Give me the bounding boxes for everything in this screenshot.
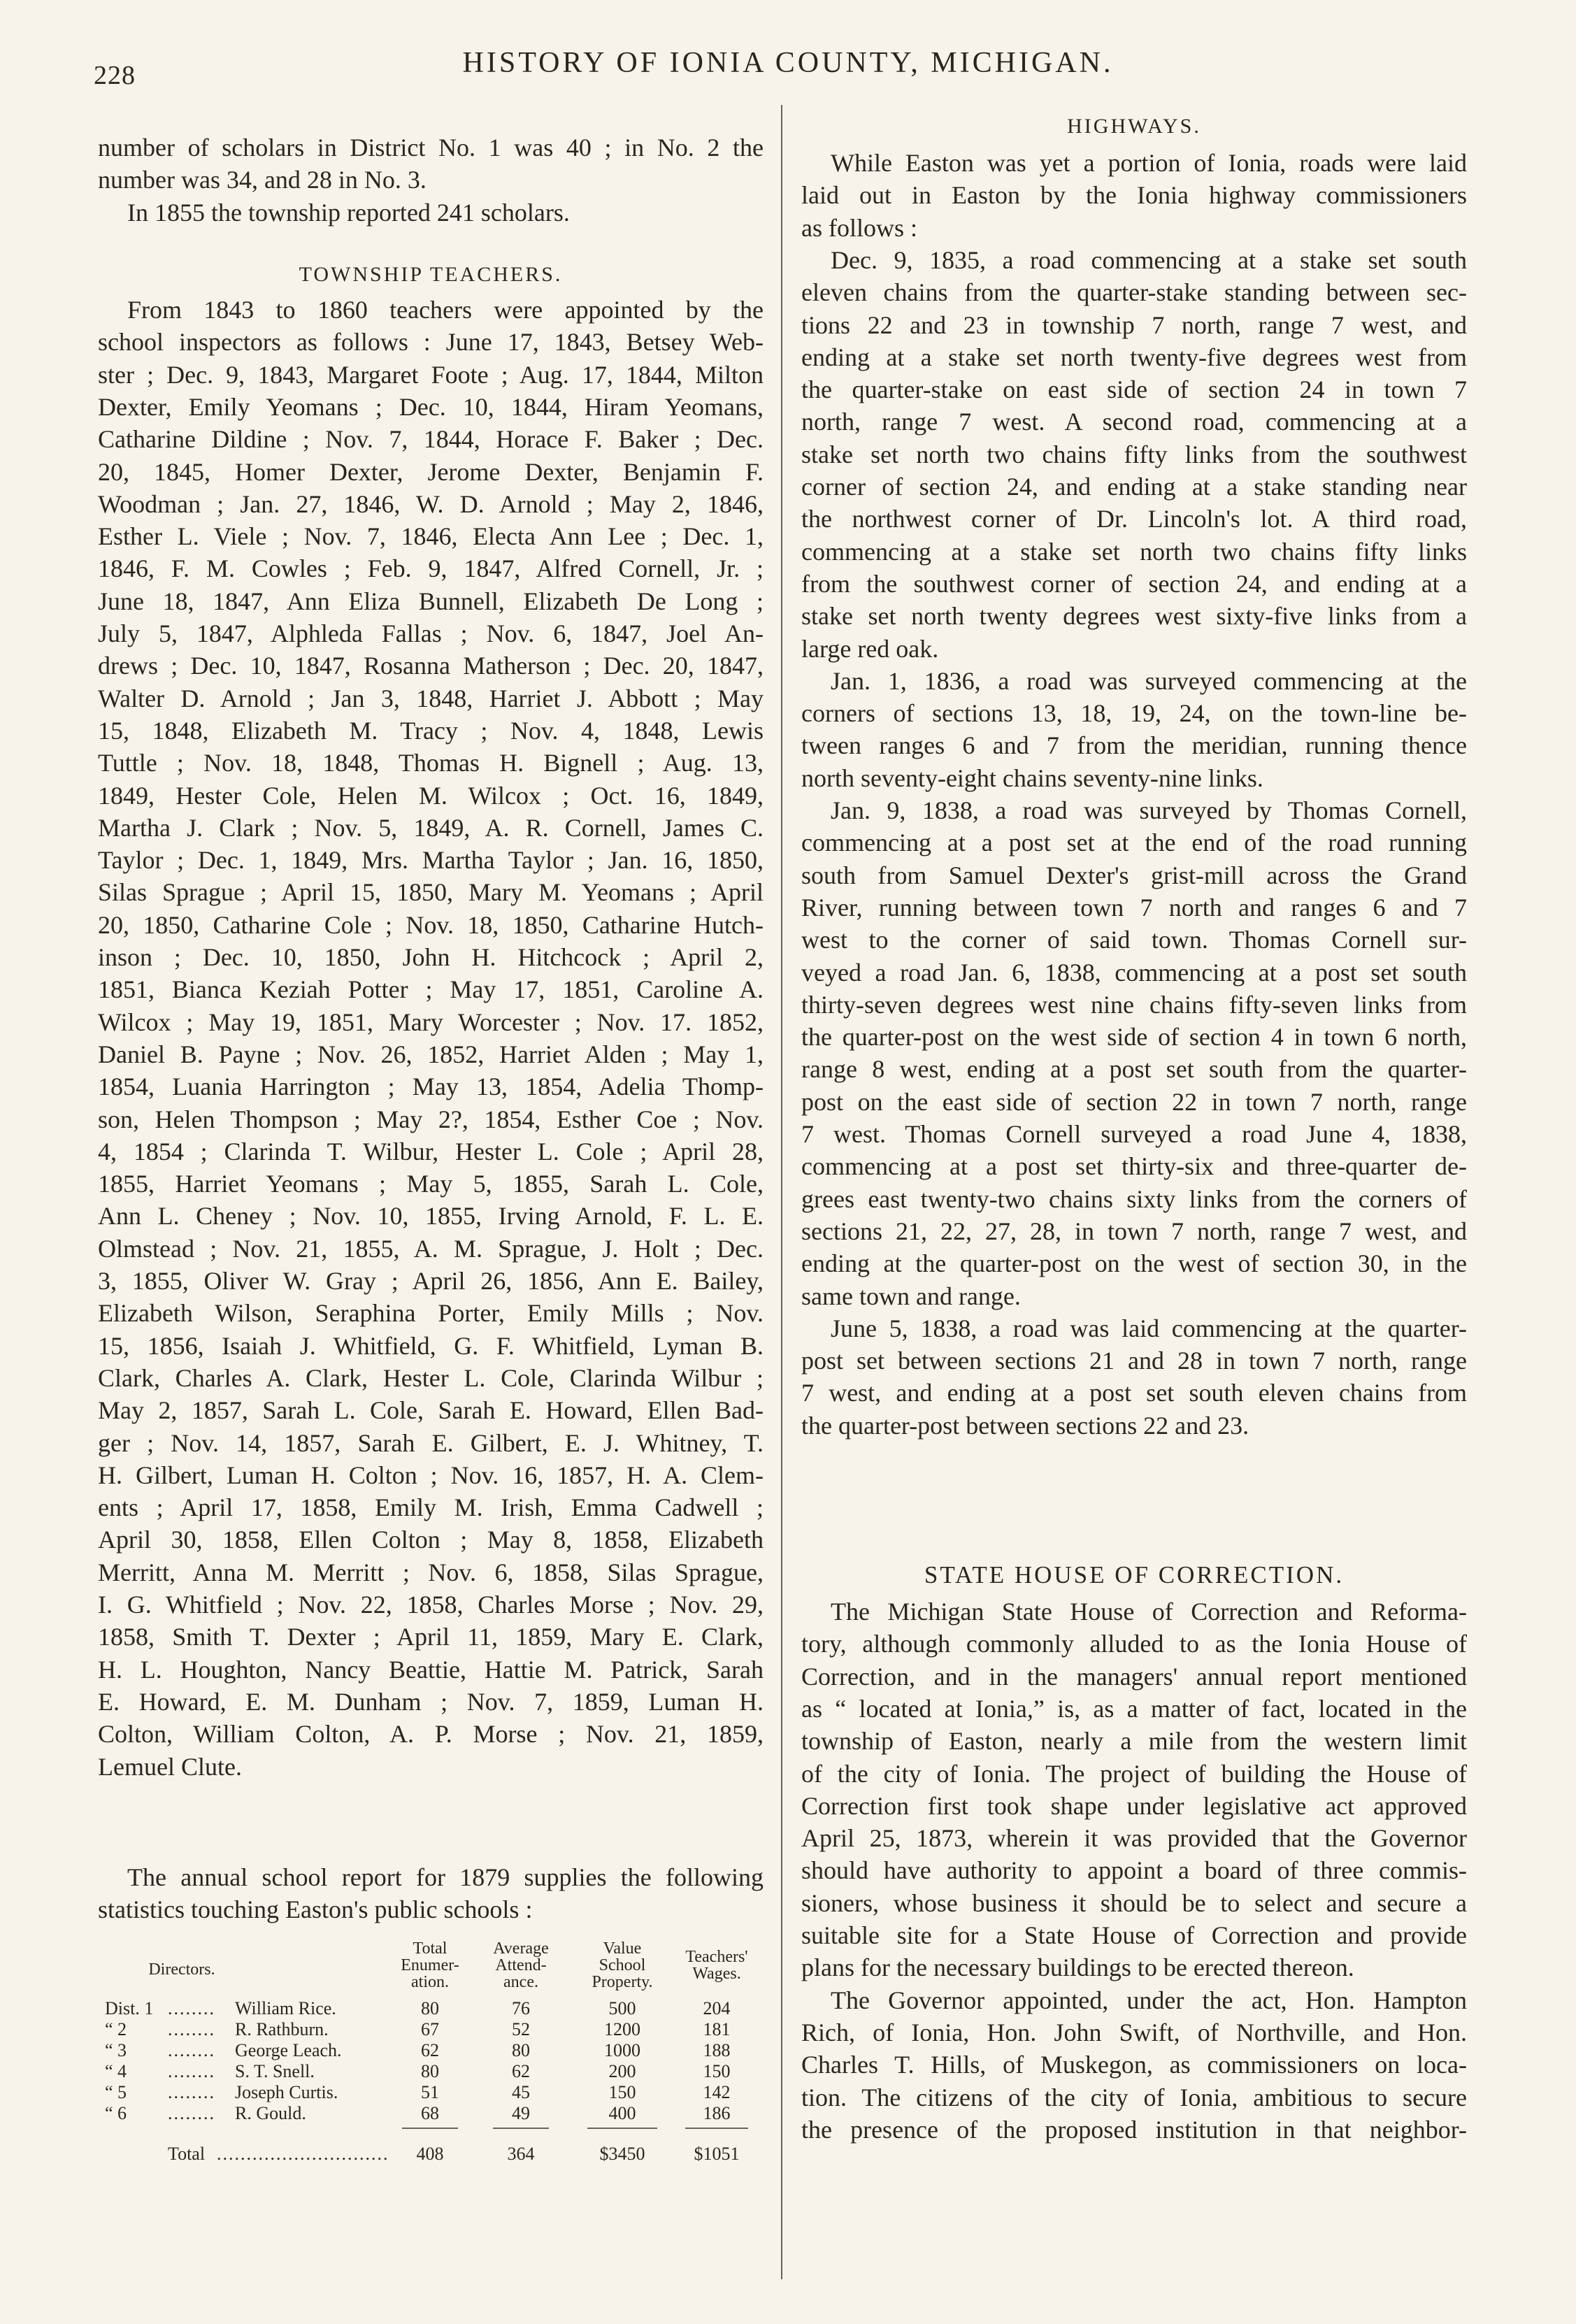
paragraph-line: post set between sections 21 and 28 in town 7 north, range bbox=[801, 1347, 1467, 1375]
paragraph-line: should have authority to appoint a board of three commis- bbox=[801, 1856, 1467, 1885]
attendance-value: 62 bbox=[512, 2061, 530, 2081]
paragraph-line: 1849, Hester Cole, Helen M. Wilcox ; Oct. 16, 1849, bbox=[98, 781, 764, 810]
paragraph-line: post on the east side of section 22 in town 7 north, range bbox=[801, 1087, 1467, 1116]
district-number: “ 4 bbox=[105, 2061, 127, 2081]
paragraph-line: Merritt, Anna M. Merritt ; Nov. 6, 1858, Silas Sprague, bbox=[98, 1558, 764, 1586]
total-property: $3450 bbox=[599, 2144, 645, 2164]
paragraph-line: the quarter-stake on east side of section 24 in town 7 bbox=[801, 375, 1467, 404]
table-row bbox=[105, 2018, 762, 2041]
wages-value: 186 bbox=[703, 2103, 731, 2123]
paragraph-line: large red oak. bbox=[801, 634, 939, 663]
paragraph-line: River, running between town 7 north and ranges 6 and 7 bbox=[801, 893, 1467, 921]
page-number: 228 bbox=[94, 61, 136, 90]
table-total-row bbox=[105, 2143, 762, 2165]
paragraph-line: as “ located at Ionia,” is, as a matter of fact, located in the bbox=[801, 1694, 1467, 1723]
paragraph-line: Dec. 9, 1835, a road commencing at a stake set south bbox=[831, 245, 1467, 274]
paragraph-line: From 1843 to 1860 teachers were appointed by the bbox=[127, 296, 764, 324]
paragraph-line: April 25, 1873, wherein it was provided that the Governor bbox=[801, 1824, 1467, 1853]
paragraph-line: Correction, and in the managers' annual report mentioned bbox=[801, 1662, 1467, 1691]
paragraph-line: 1854, Luania Harrington ; May 13, 1854, Adelia Thomp- bbox=[98, 1073, 764, 1101]
paragraph-line: 7 west. Thomas Cornell surveyed a road June 4, 1838, bbox=[801, 1120, 1467, 1148]
paragraph-line: Ann L. Cheney ; Nov. 10, 1855, Irving Arnold, F. L. E. bbox=[98, 1202, 764, 1231]
paragraph-line: Elizabeth Wilson, Seraphina Porter, Emily Mills ; Nov. bbox=[98, 1299, 764, 1328]
paragraph-line: H. L. Houghton, Nancy Beattie, Hattie M. Patrick, Sarah bbox=[98, 1655, 764, 1684]
paragraph-line: west to the corner of said town. Thomas Cornell sur- bbox=[801, 926, 1467, 954]
attendance-value: 80 bbox=[512, 2040, 530, 2060]
district-number: “ 2 bbox=[105, 2019, 127, 2039]
paragraph-line: Tuttle ; Nov. 18, 1848, Thomas H. Bignell ; Aug. 13, bbox=[98, 749, 764, 777]
paragraph-line: The annual school report for 1879 supplies the following bbox=[127, 1863, 764, 1891]
header-enumeration: Total Enumer- ation. bbox=[401, 1939, 459, 1991]
wages-value: 204 bbox=[703, 1998, 731, 2018]
dot-leader: ............................. bbox=[217, 2144, 389, 2164]
attendance-value: 52 bbox=[512, 2019, 530, 2039]
paragraph-line: Correction first took shape under legislative act approved bbox=[801, 1791, 1467, 1820]
table-row bbox=[105, 2081, 762, 2104]
paragraph-line: corners of sections 13, 18, 19, 24, on the town-line be- bbox=[801, 699, 1467, 728]
total-attendance: 364 bbox=[507, 2144, 535, 2164]
paragraph-line: Wilcox ; May 19, 1851, Mary Worcester ; Nov. 17. 1852, bbox=[98, 1007, 764, 1036]
paragraph-line: 1855, Harriet Yeomans ; May 5, 1855, Sarah L. Cole, bbox=[98, 1170, 764, 1198]
director-name: S. T. Snell. bbox=[235, 2061, 315, 2081]
paragraph-line: number was 34, and 28 in No. 3. bbox=[98, 166, 427, 194]
paragraph-line: Taylor ; Dec. 1, 1849, Mrs. Martha Taylor ; Jan. 16, 1850, bbox=[98, 846, 764, 875]
attendance-value: 45 bbox=[512, 2082, 530, 2102]
paragraph-line: 20, 1845, Homer Dexter, Jerome Dexter, Benjamin F. bbox=[98, 457, 764, 486]
header-wages: Teachers' Wages. bbox=[685, 1948, 748, 1983]
wages-value: 181 bbox=[703, 2019, 731, 2039]
paragraph-line: 15, 1848, Elizabeth M. Tracy ; Nov. 4, 1848, Lewis bbox=[98, 716, 764, 745]
property-value: 500 bbox=[608, 1998, 636, 2018]
paragraph-line: tory, although commonly alluded to as the Ionia House of bbox=[801, 1630, 1467, 1658]
property-value: 400 bbox=[608, 2103, 636, 2123]
table-row bbox=[105, 2102, 762, 2125]
table-row bbox=[105, 1997, 762, 2020]
paragraph-line: statistics touching Easton's public schools : bbox=[98, 1895, 533, 1924]
paragraph-line: of the city of Ionia. The project of building the House of bbox=[801, 1759, 1467, 1788]
property-value: 1200 bbox=[604, 2019, 640, 2039]
paragraph-line: The Governor appointed, under the act, Hon. Hampton bbox=[831, 1986, 1467, 2014]
paragraph-line: Charles T. Hills, of Muskegon, as commissioners on loca- bbox=[801, 2051, 1467, 2079]
paragraph-line: E. Howard, E. M. Dunham ; Nov. 7, 1859, Luman H. bbox=[98, 1687, 764, 1716]
paragraph-line: 1858, Smith T. Dexter ; April 11, 1859, Mary E. Clark, bbox=[98, 1623, 764, 1651]
paragraph-line: Dexter, Emily Yeomans ; Dec. 10, 1844, Hiram Yeomans, bbox=[98, 392, 764, 421]
enumeration-value: 80 bbox=[421, 2061, 439, 2081]
attendance-value: 76 bbox=[512, 1998, 530, 2018]
header-directors: Directors. bbox=[148, 1960, 215, 1979]
paragraph-line: 4, 1854 ; Clarinda T. Wilbur, Hester L. Cole ; April 28, bbox=[98, 1137, 764, 1165]
paragraph-line: eleven chains from the quarter-stake standing between sec- bbox=[801, 278, 1467, 307]
district-number: “ 5 bbox=[105, 2082, 127, 2102]
dot-leader: ........ bbox=[168, 2103, 215, 2123]
paragraph-line: 1846, F. M. Cowles ; Feb. 9, 1847, Alfred Cornell, Jr. ; bbox=[98, 554, 764, 583]
paragraph-line: June 5, 1838, a road was laid commencing at the quarter- bbox=[831, 1314, 1467, 1342]
enumeration-value: 68 bbox=[421, 2103, 439, 2123]
property-value: 200 bbox=[608, 2061, 636, 2081]
paragraph-line: April 30, 1858, Ellen Colton ; May 8, 1858, Elizabeth bbox=[98, 1526, 764, 1554]
paragraph-line: July 5, 1847, Alphleda Fallas ; Nov. 6, 1847, Joel An- bbox=[98, 619, 764, 647]
paragraph-line: Silas Sprague ; April 15, 1850, Mary M. Yeomans ; April bbox=[98, 878, 764, 907]
section-heading-township-teachers: TOWNSHIP TEACHERS. bbox=[299, 263, 563, 286]
director-name: R. Rathburn. bbox=[235, 2019, 329, 2039]
paragraph-line: tions 22 and 23 in township 7 north, range 7 west, and bbox=[801, 310, 1467, 339]
district-number: “ 6 bbox=[105, 2103, 127, 2123]
dot-leader: ........ bbox=[168, 1998, 215, 2018]
paragraph-line: stake set north twenty degrees west sixty-five links from a bbox=[801, 602, 1467, 631]
property-value: 1000 bbox=[604, 2040, 640, 2060]
director-name: Joseph Curtis. bbox=[235, 2082, 338, 2102]
paragraph-line: Lemuel Clute. bbox=[98, 1752, 242, 1781]
header-property: Value School Property. bbox=[592, 1939, 653, 1991]
paragraph-line: 1851, Bianca Keziah Potter ; May 17, 1851, Caroline A. bbox=[98, 975, 764, 1004]
paragraph-line: suitable site for a State House of Correction and provide bbox=[801, 1921, 1467, 1949]
paragraph-line: Jan. 9, 1838, a road was surveyed by Thomas Cornell, bbox=[831, 796, 1467, 824]
paragraph-line: In 1855 the township reported 241 scholars. bbox=[127, 198, 570, 227]
paragraph-line: stake set north two chains fifty links from the southwest bbox=[801, 440, 1467, 468]
paragraph-line: While Easton was yet a portion of Ionia, roads were laid bbox=[831, 149, 1467, 177]
paragraph-line: Martha J. Clark ; Nov. 5, 1849, A. R. Cornell, James C. bbox=[98, 813, 764, 842]
dot-leader: ........ bbox=[168, 2040, 215, 2060]
paragraph-line: veyed a road Jan. 6, 1838, commencing at a post set south bbox=[801, 958, 1467, 987]
paragraph-line: tween ranges 6 and 7 from the meridian, running thence bbox=[801, 731, 1467, 760]
dot-leader: ........ bbox=[168, 2082, 215, 2102]
section-heading-state-house-of-correction: STATE HOUSE OF CORRECTION. bbox=[924, 1561, 1345, 1588]
paragraph-line: Olmstead ; Nov. 21, 1855, A. M. Sprague, J. Holt ; Dec. bbox=[98, 1234, 764, 1263]
director-name: George Leach. bbox=[235, 2040, 342, 2060]
paragraph-line: June 18, 1847, Ann Eliza Bunnell, Elizabeth De Long ; bbox=[98, 587, 764, 615]
paragraph-line: thirty-seven degrees west nine chains fifty-seven links from bbox=[801, 990, 1467, 1019]
total-rule bbox=[493, 2128, 549, 2129]
paragraph-line: May 2, 1857, Sarah L. Cole, Sarah E. Howard, Ellen Bad- bbox=[98, 1396, 764, 1425]
paragraph-line: Daniel B. Payne ; Nov. 26, 1852, Harriet Alden ; May 1, bbox=[98, 1040, 764, 1068]
paragraph-line: Catharine Dildine ; Nov. 7, 1844, Horace F. Baker ; Dec. bbox=[98, 425, 764, 454]
paragraph-line: north, range 7 west. A second road, commencing at a bbox=[801, 408, 1467, 436]
paragraph-line: sioners, whose business it should be to select and secure a bbox=[801, 1888, 1467, 1917]
table-row bbox=[105, 2060, 762, 2083]
total-wages: $1051 bbox=[694, 2144, 740, 2164]
paragraph-line: ents ; April 17, 1858, Emily M. Irish, Emma Cadwell ; bbox=[98, 1493, 764, 1522]
district-number: Dist. 1 bbox=[105, 1998, 154, 2018]
paragraph-line: ster ; Dec. 9, 1843, Margaret Foote ; Aug. 17, 1844, Milton bbox=[98, 360, 764, 389]
running-head: HISTORY OF IONIA COUNTY, MICHIGAN. bbox=[462, 47, 1114, 79]
paragraph-line: the quarter-post between sections 22 and 23. bbox=[801, 1411, 1249, 1440]
paragraph-line: Woodman ; Jan. 27, 1846, W. D. Arnold ; May 2, 1846, bbox=[98, 489, 764, 518]
paragraph-line: the presence of the proposed institution in that neighbor- bbox=[801, 2115, 1467, 2144]
paragraph-line: commencing at a post set at the end of the road running bbox=[801, 829, 1467, 857]
paragraph-line: son, Helen Thompson ; May 2?, 1854, Esther Coe ; Nov. bbox=[98, 1105, 764, 1133]
wages-value: 142 bbox=[703, 2082, 731, 2102]
paragraph-line: Clark, Charles A. Clark, Hester L. Cole, Clarinda Wilbur ; bbox=[98, 1363, 764, 1392]
paragraph-line: Esther L. Viele ; Nov. 7, 1846, Electa Ann Lee ; Dec. 1, bbox=[98, 522, 764, 551]
paragraph-line: corner of section 24, and ending at a stake standing near bbox=[801, 473, 1467, 501]
paragraph-line: number of scholars in District No. 1 was 40 ; in No. 2 the bbox=[98, 134, 764, 162]
paragraph-line: the northwest corner of Dr. Lincoln's lot. A third road, bbox=[801, 505, 1467, 533]
paragraph-line: range 8 west, ending at a post set south from the quarter- bbox=[801, 1055, 1467, 1084]
paragraph-line: grees east twenty-two chains sixty links from the corners of bbox=[801, 1184, 1467, 1213]
column-rule bbox=[781, 105, 782, 2279]
paragraph-line: commencing at a stake set north two chains fifty links bbox=[801, 537, 1467, 566]
paragraph-line: The Michigan State House of Correction and Reforma- bbox=[831, 1598, 1467, 1626]
paragraph-line: the quarter-post on the west side of section 4 in town 6 north, bbox=[801, 1023, 1467, 1052]
paragraph-line: Rich, of Ionia, Hon. John Swift, of Northville, and Hon. bbox=[801, 2018, 1467, 2046]
paragraph-line: laid out in Easton by the Ionia highway commissioners bbox=[801, 181, 1467, 210]
district-number: “ 3 bbox=[105, 2040, 127, 2060]
paragraph-line: plans for the necessary buildings to be erected thereon. bbox=[801, 1953, 1354, 1982]
wages-value: 150 bbox=[703, 2061, 731, 2081]
enumeration-value: 80 bbox=[421, 1998, 439, 2018]
paragraph-line: inson ; Dec. 10, 1850, John H. Hitchcock ; April 2, bbox=[98, 943, 764, 971]
paragraph-line: sections 21, 22, 27, 28, in town 7 north, range 7 west, and bbox=[801, 1217, 1467, 1245]
attendance-value: 49 bbox=[512, 2103, 530, 2123]
wages-value: 188 bbox=[703, 2040, 731, 2060]
paragraph-line: H. Gilbert, Luman H. Colton ; Nov. 16, 1857, H. A. Clem- bbox=[98, 1461, 764, 1489]
director-name: R. Gould. bbox=[235, 2103, 306, 2123]
paragraph-line: tion. The citizens of the city of Ionia, ambitious to secure bbox=[801, 2083, 1467, 2111]
enumeration-value: 67 bbox=[421, 2019, 439, 2039]
paragraph-line: ger ; Nov. 14, 1857, Sarah E. Gilbert, E. J. Whitney, T. bbox=[98, 1428, 764, 1457]
total-rule bbox=[402, 2128, 458, 2129]
paragraph-line: 7 west, and ending at a post set south eleven chains from bbox=[801, 1379, 1467, 1407]
director-name: William Rice. bbox=[235, 1998, 336, 2018]
paragraph-line: south from Samuel Dexter's grist-mill across the Grand bbox=[801, 861, 1467, 889]
total-rule bbox=[685, 2128, 748, 2129]
enumeration-value: 51 bbox=[421, 2082, 439, 2102]
paragraph-line: Jan. 1, 1836, a road was surveyed commencing at the bbox=[831, 666, 1467, 695]
paragraph-line: 15, 1856, Isaiah J. Whitfield, G. F. Whitfield, Lyman B. bbox=[98, 1331, 764, 1360]
dot-leader: ........ bbox=[168, 2019, 215, 2039]
paragraph-line: Walter D. Arnold ; Jan 3, 1848, Harriet J. Abbott ; May bbox=[98, 684, 764, 712]
paragraph-line: Colton, William Colton, A. P. Morse ; Nov. 21, 1859, bbox=[98, 1720, 764, 1749]
paragraph-line: township of Easton, nearly a mile from the western limit bbox=[801, 1727, 1467, 1756]
paragraph-line: I. G. Whitfield ; Nov. 22, 1858, Charles Morse ; Nov. 29, bbox=[98, 1591, 764, 1619]
paragraph-line: school inspectors as follows : June 17, 1843, Betsey Web- bbox=[98, 328, 764, 357]
total-rule bbox=[587, 2128, 657, 2129]
paragraph-line: north seventy-eight chains seventy-nine links. bbox=[801, 763, 1263, 792]
paragraph-line: from the southwest corner of section 24, and ending at a bbox=[801, 569, 1467, 598]
paragraph-line: drews ; Dec. 10, 1847, Rosanna Matherson ; Dec. 20, 1847, bbox=[98, 652, 764, 680]
paragraph-line: same town and range. bbox=[801, 1282, 1021, 1310]
header-attendance: Average Attend- ance. bbox=[493, 1939, 549, 1991]
table-row bbox=[105, 2039, 762, 2062]
enumeration-value: 62 bbox=[421, 2040, 439, 2060]
dot-leader: ........ bbox=[168, 2061, 215, 2081]
paragraph-line: 3, 1855, Oliver W. Gray ; April 26, 1856, Ann E. Bailey, bbox=[98, 1267, 764, 1295]
paragraph-line: ending at a stake set north twenty-five degrees west from bbox=[801, 343, 1467, 371]
total-enumeration: 408 bbox=[416, 2144, 444, 2164]
paragraph-line: 20, 1850, Catharine Cole ; Nov. 18, 1850, Catharine Hutch- bbox=[98, 910, 764, 939]
property-value: 150 bbox=[608, 2082, 636, 2102]
paragraph-line: ending at the quarter-post on the west of section 30, in the bbox=[801, 1249, 1467, 1278]
total-label: Total bbox=[168, 2144, 206, 2164]
section-heading-highways: HIGHWAYS. bbox=[1067, 115, 1201, 138]
paragraph-line: as follows : bbox=[801, 213, 917, 242]
paragraph-line: commencing at a post set thirty-six and three-quarter de- bbox=[801, 1152, 1467, 1181]
